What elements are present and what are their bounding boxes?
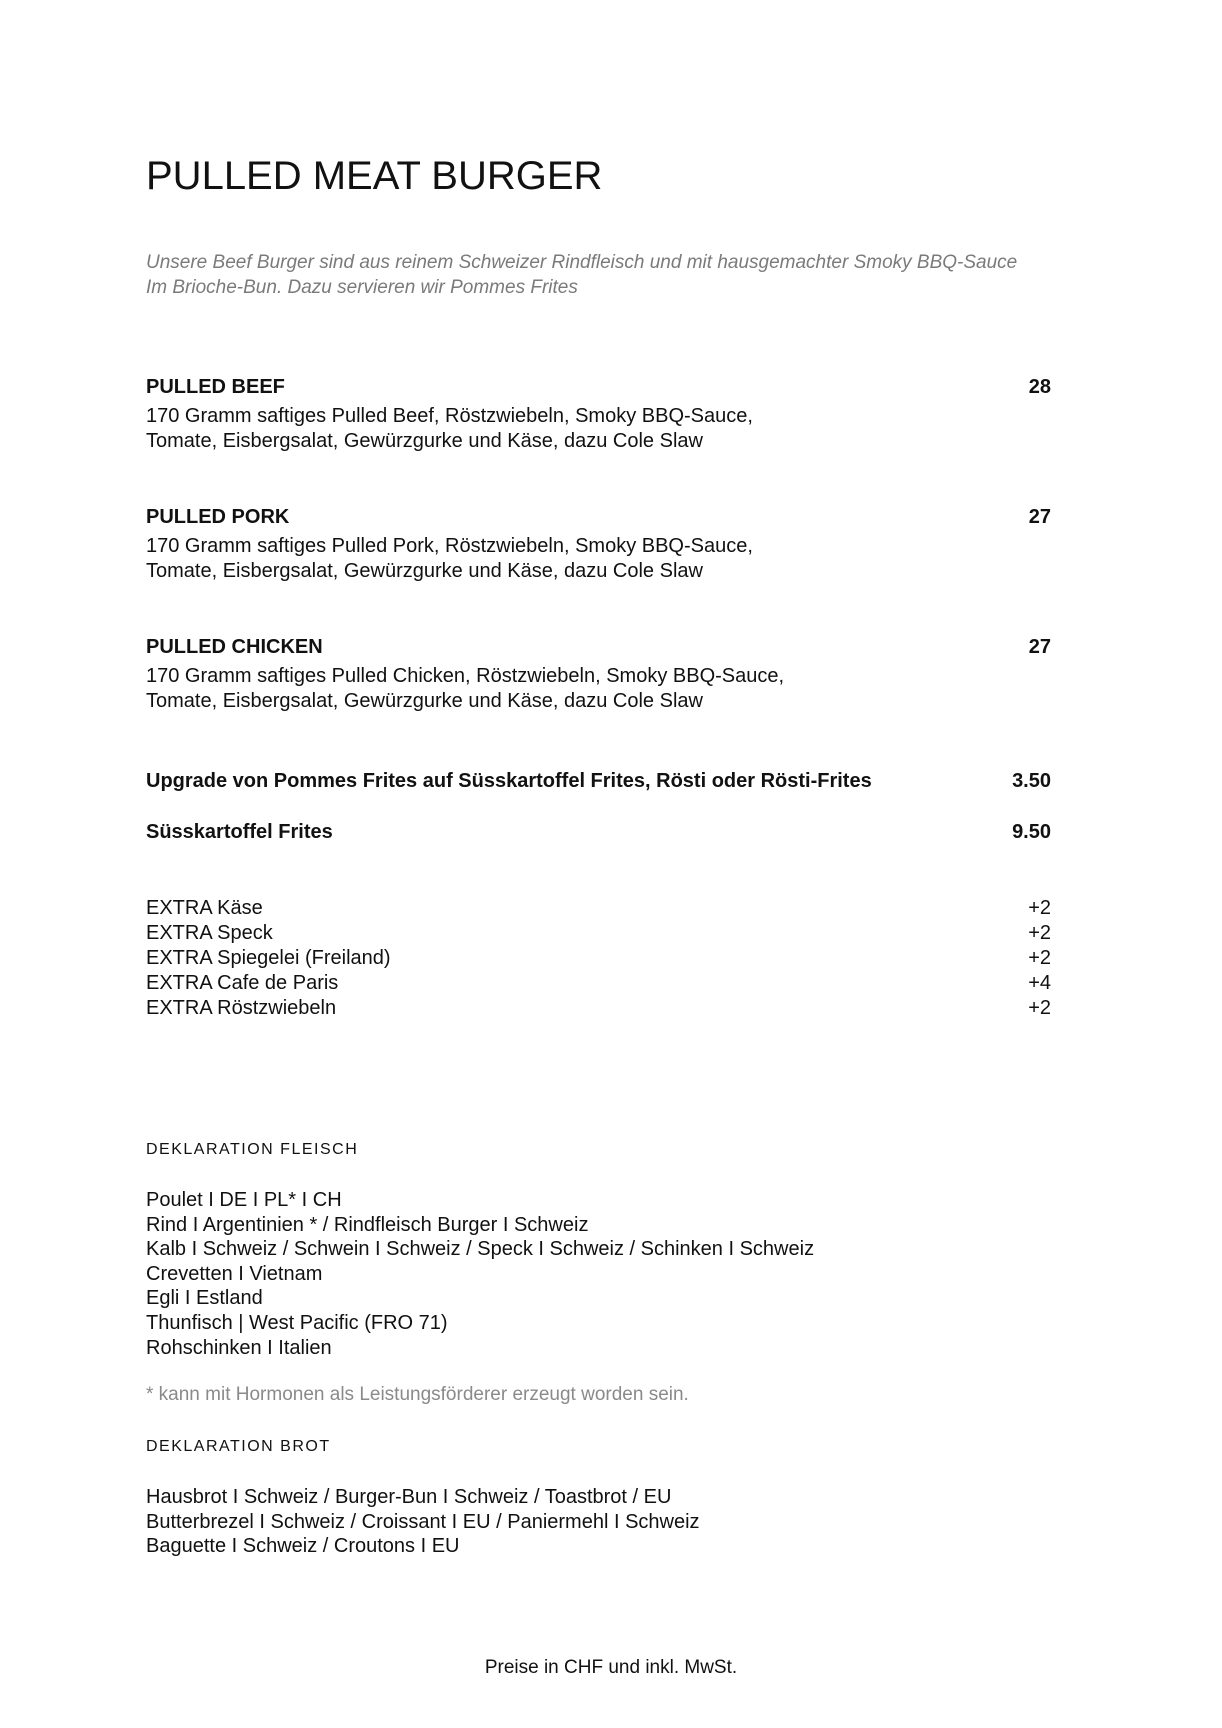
declaration-line: Crevetten I Vietnam: [146, 1262, 323, 1285]
declaration-line: Egli I Estland: [146, 1287, 263, 1310]
extra-price: +2: [1028, 922, 1051, 944]
extra-row: [146, 971, 1051, 996]
declaration-line: Butterbrezel I Schweiz / Croissant I EU / Paniermehl I Schweiz: [146, 1510, 700, 1533]
menu-page: [146, 0, 1051, 1728]
extra-label: EXTRA Spiegelei (Freiland): [146, 947, 391, 969]
extra-row: [146, 946, 1051, 971]
menu-item-pulled-beef: [146, 374, 1051, 504]
item-description-line: Tomate, Eisbergsalat, Gewürzgurke und Käse, dazu Cole Slaw: [146, 560, 703, 582]
item-price: 27: [1028, 636, 1051, 658]
item-description-line: 170 Gramm saftiges Pulled Beef, Röstzwiebeln, Smoky BBQ-Sauce,: [146, 405, 753, 427]
menu-item-pulled-pork: [146, 504, 1051, 634]
upgrade-row: [146, 819, 1051, 870]
item-price: 28: [1028, 376, 1051, 398]
extra-price: +2: [1028, 997, 1051, 1019]
upgrade-list: [146, 768, 1051, 870]
item-description: [146, 534, 1051, 584]
extra-label: EXTRA Speck: [146, 922, 273, 944]
upgrade-price: 3.50: [1012, 770, 1051, 792]
extra-label: EXTRA Röstzwiebeln: [146, 997, 337, 1019]
upgrade-price: 9.50: [1012, 821, 1051, 843]
item-description: [146, 404, 1051, 454]
declaration-line: Kalb I Schweiz / Schwein I Schweiz / Speck I Schweiz / Schinken I Schweiz: [146, 1238, 815, 1261]
item-name: PULLED BEEF: [146, 376, 285, 398]
declaration-line: Baguette I Schweiz / Croutons I EU: [146, 1535, 460, 1558]
item-description-line: Tomate, Eisbergsalat, Gewürzgurke und Käse, dazu Cole Slaw: [146, 430, 703, 452]
upgrade-label: Upgrade von Pommes Frites auf Süsskartoffel Frites, Rösti oder Rösti-Frites: [146, 770, 872, 792]
page-title: PULLED MEAT BURGER: [146, 154, 603, 198]
menu-item-pulled-chicken: [146, 634, 1051, 764]
extra-price: +2: [1028, 947, 1051, 969]
extras-list: [146, 896, 1051, 1021]
declaration-bread-list: [146, 1485, 1051, 1559]
declaration-line: Thunfisch | West Pacific (FRO 71): [146, 1311, 448, 1334]
intro-text: [146, 250, 1051, 300]
item-description-line: 170 Gramm saftiges Pulled Pork, Röstzwiebeln, Smoky BBQ-Sauce,: [146, 535, 753, 557]
intro-line: Im Brioche-Bun. Dazu servieren wir Pommes Frites: [146, 277, 578, 298]
declaration-meat-list: [146, 1188, 1051, 1360]
upgrade-row: [146, 768, 1051, 819]
extra-label: EXTRA Cafe de Paris: [146, 972, 339, 994]
intro-line: Unsere Beef Burger sind aus reinem Schweizer Rindfleisch und mit hausgemachter Smoky BBQ-Sauce: [146, 252, 1018, 273]
declaration-line: Rohschinken I Italien: [146, 1336, 332, 1359]
item-price: 27: [1028, 506, 1051, 528]
extra-row: [146, 896, 1051, 921]
extra-row: [146, 996, 1051, 1021]
item-description-line: 170 Gramm saftiges Pulled Chicken, Röstzwiebeln, Smoky BBQ-Sauce,: [146, 665, 785, 687]
declaration-meat-heading: DEKLARATION FLEISCH: [146, 1141, 359, 1158]
item-description: [146, 664, 1051, 714]
burger-list: [146, 374, 1051, 764]
declaration-bread-heading: DEKLARATION BROT: [146, 1438, 331, 1455]
extra-label: EXTRA Käse: [146, 897, 263, 919]
item-name: PULLED CHICKEN: [146, 636, 323, 658]
item-name: PULLED PORK: [146, 506, 290, 528]
declaration-line: Rind I Argentinien * / Rindfleisch Burger I Schweiz: [146, 1213, 589, 1236]
extra-row: [146, 921, 1051, 946]
extra-price: +4: [1028, 972, 1051, 994]
declaration-line: Poulet I DE I PL* I CH: [146, 1189, 342, 1211]
declaration-line: Hausbrot I Schweiz / Burger-Bun I Schweiz / Toastbrot / EU: [146, 1486, 672, 1508]
extra-price: +2: [1028, 897, 1051, 919]
item-description-line: Tomate, Eisbergsalat, Gewürzgurke und Käse, dazu Cole Slaw: [146, 690, 703, 712]
upgrade-label: Süsskartoffel Frites: [146, 821, 333, 843]
price-footer: Preise in CHF und inkl. MwSt.: [484, 1657, 738, 1678]
hormone-footnote: * kann mit Hormonen als Leistungsförderer erzeugt worden sein.: [146, 1384, 689, 1405]
